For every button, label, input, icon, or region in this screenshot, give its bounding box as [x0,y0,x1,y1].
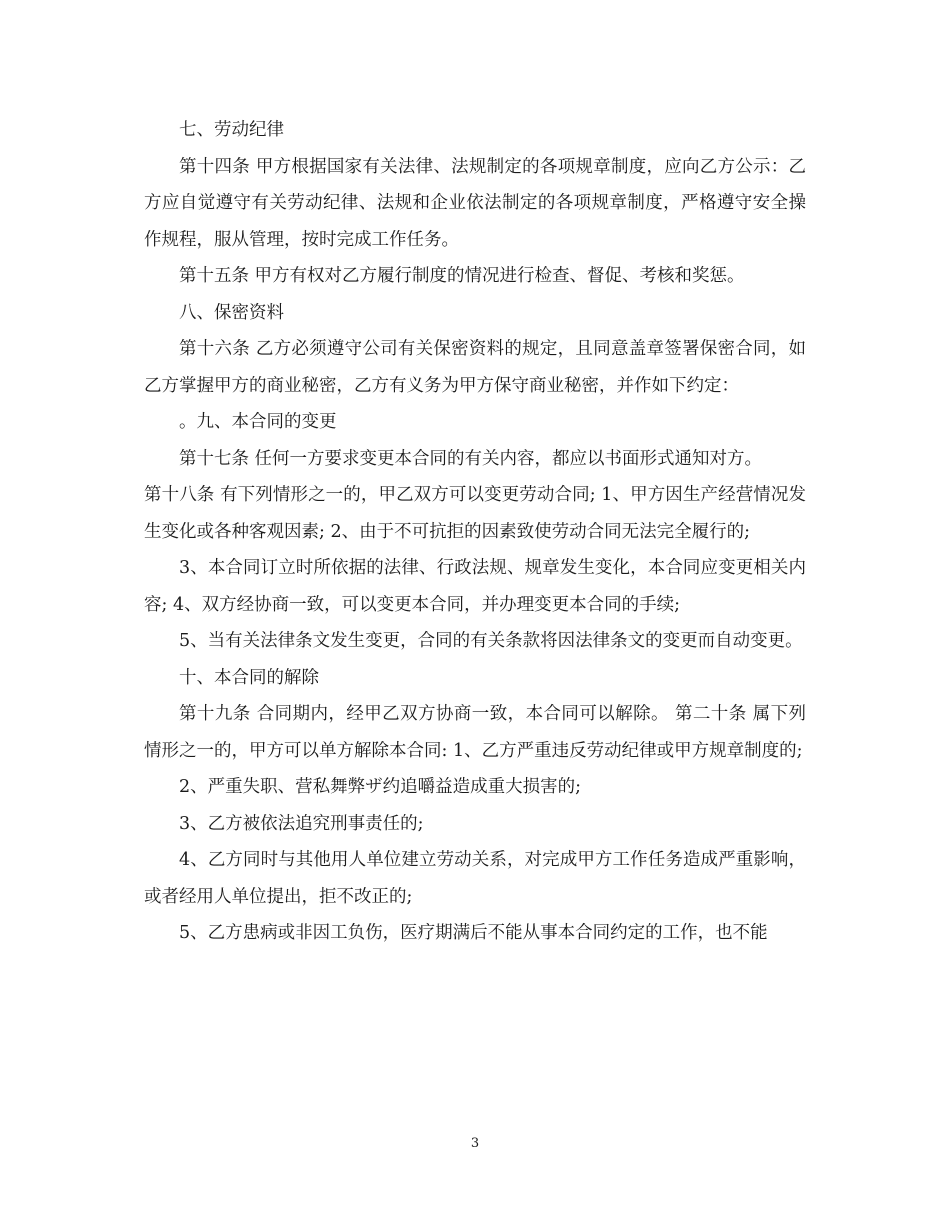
page-number: 3 [470,1136,480,1151]
article-20-item-5: 5、乙方患病或非因工负伤，医疗期满后不能从事本合同约定的工作，也不能 [179,923,768,943]
section-heading-labor-discipline: 七、劳动纪律 [179,120,284,140]
document-body [144,112,806,952]
article-16-paragraph: 第十六条 乙方必须遵守公司有关保密资料的规定，且同意盖章签署保密合同，如乙方掌握甲方的商业秘密，乙方有义务为甲方保守商业秘密，并作如下约定： [144,339,806,396]
article-17-paragraph: 第十七条 任何一方要求变更本合同的有关内容，都应以书面形式通知对方。 [179,448,763,469]
article-15-paragraph: 第十五条 甲方有权对乙方履行制度的情况进行检查、督促、考核和奖惩。 [179,266,745,286]
section-heading-confidentiality: 八、保密资料 [179,302,284,323]
section-heading-contract-termination: 十、本合同的解除 [179,667,319,688]
article-20-item-3: 3、乙方被依法追究刑事责任的; [179,813,424,834]
article-20-item-2: 2、严重失职、营私舞弊ザ约追嚼益造成重大损害的; [179,777,582,797]
article-19-20-paragraph: 第十九条 合同期内，经甲乙双方协商一致，本合同可以解除。 第二十条 属下列情形之一的，甲方可以单方解除本合同: 1、乙方严重违反劳动纪律或甲方规章制度的; [144,704,806,761]
article-14-paragraph: 第十四条 甲方根据国家有关法律、法规制定的各项规章制度，应向乙方公示：乙方应自觉遵守有关劳动纪律、法规和企业依法制定的各项规章制度，严格遵守安全操作规程，服从管理，按时完成工作任务。 [144,156,806,250]
article-18-paragraph: 第十八条 有下列情形之一的，甲乙双方可以变更劳动合同; 1、甲方因生产经营情况发生变化或各种客观因素; 2、由于不可抗拒的因素致使劳动合同无法完全履行的; [144,485,806,542]
article-18-item-3-4: 3、本合同订立时所依据的法律、行政法规、规章发生变化，本合同应变更相关内容; 4、双方经协商一致，可以变更本合同，并办理变更本合同的手续; [144,558,806,615]
article-20-item-4: 4、乙方同时与其他用人单位建立劳动关系，对完成甲方工作任务造成严重影响，或者经用人单位提出，拒不改正的; [144,850,806,907]
article-18-item-5: 5、当有关法律条文发生变更，合同的有关条款将因法律条文的变更而自动变更。 [179,631,803,651]
section-heading-contract-change: 。九、本合同的变更 [179,412,337,432]
